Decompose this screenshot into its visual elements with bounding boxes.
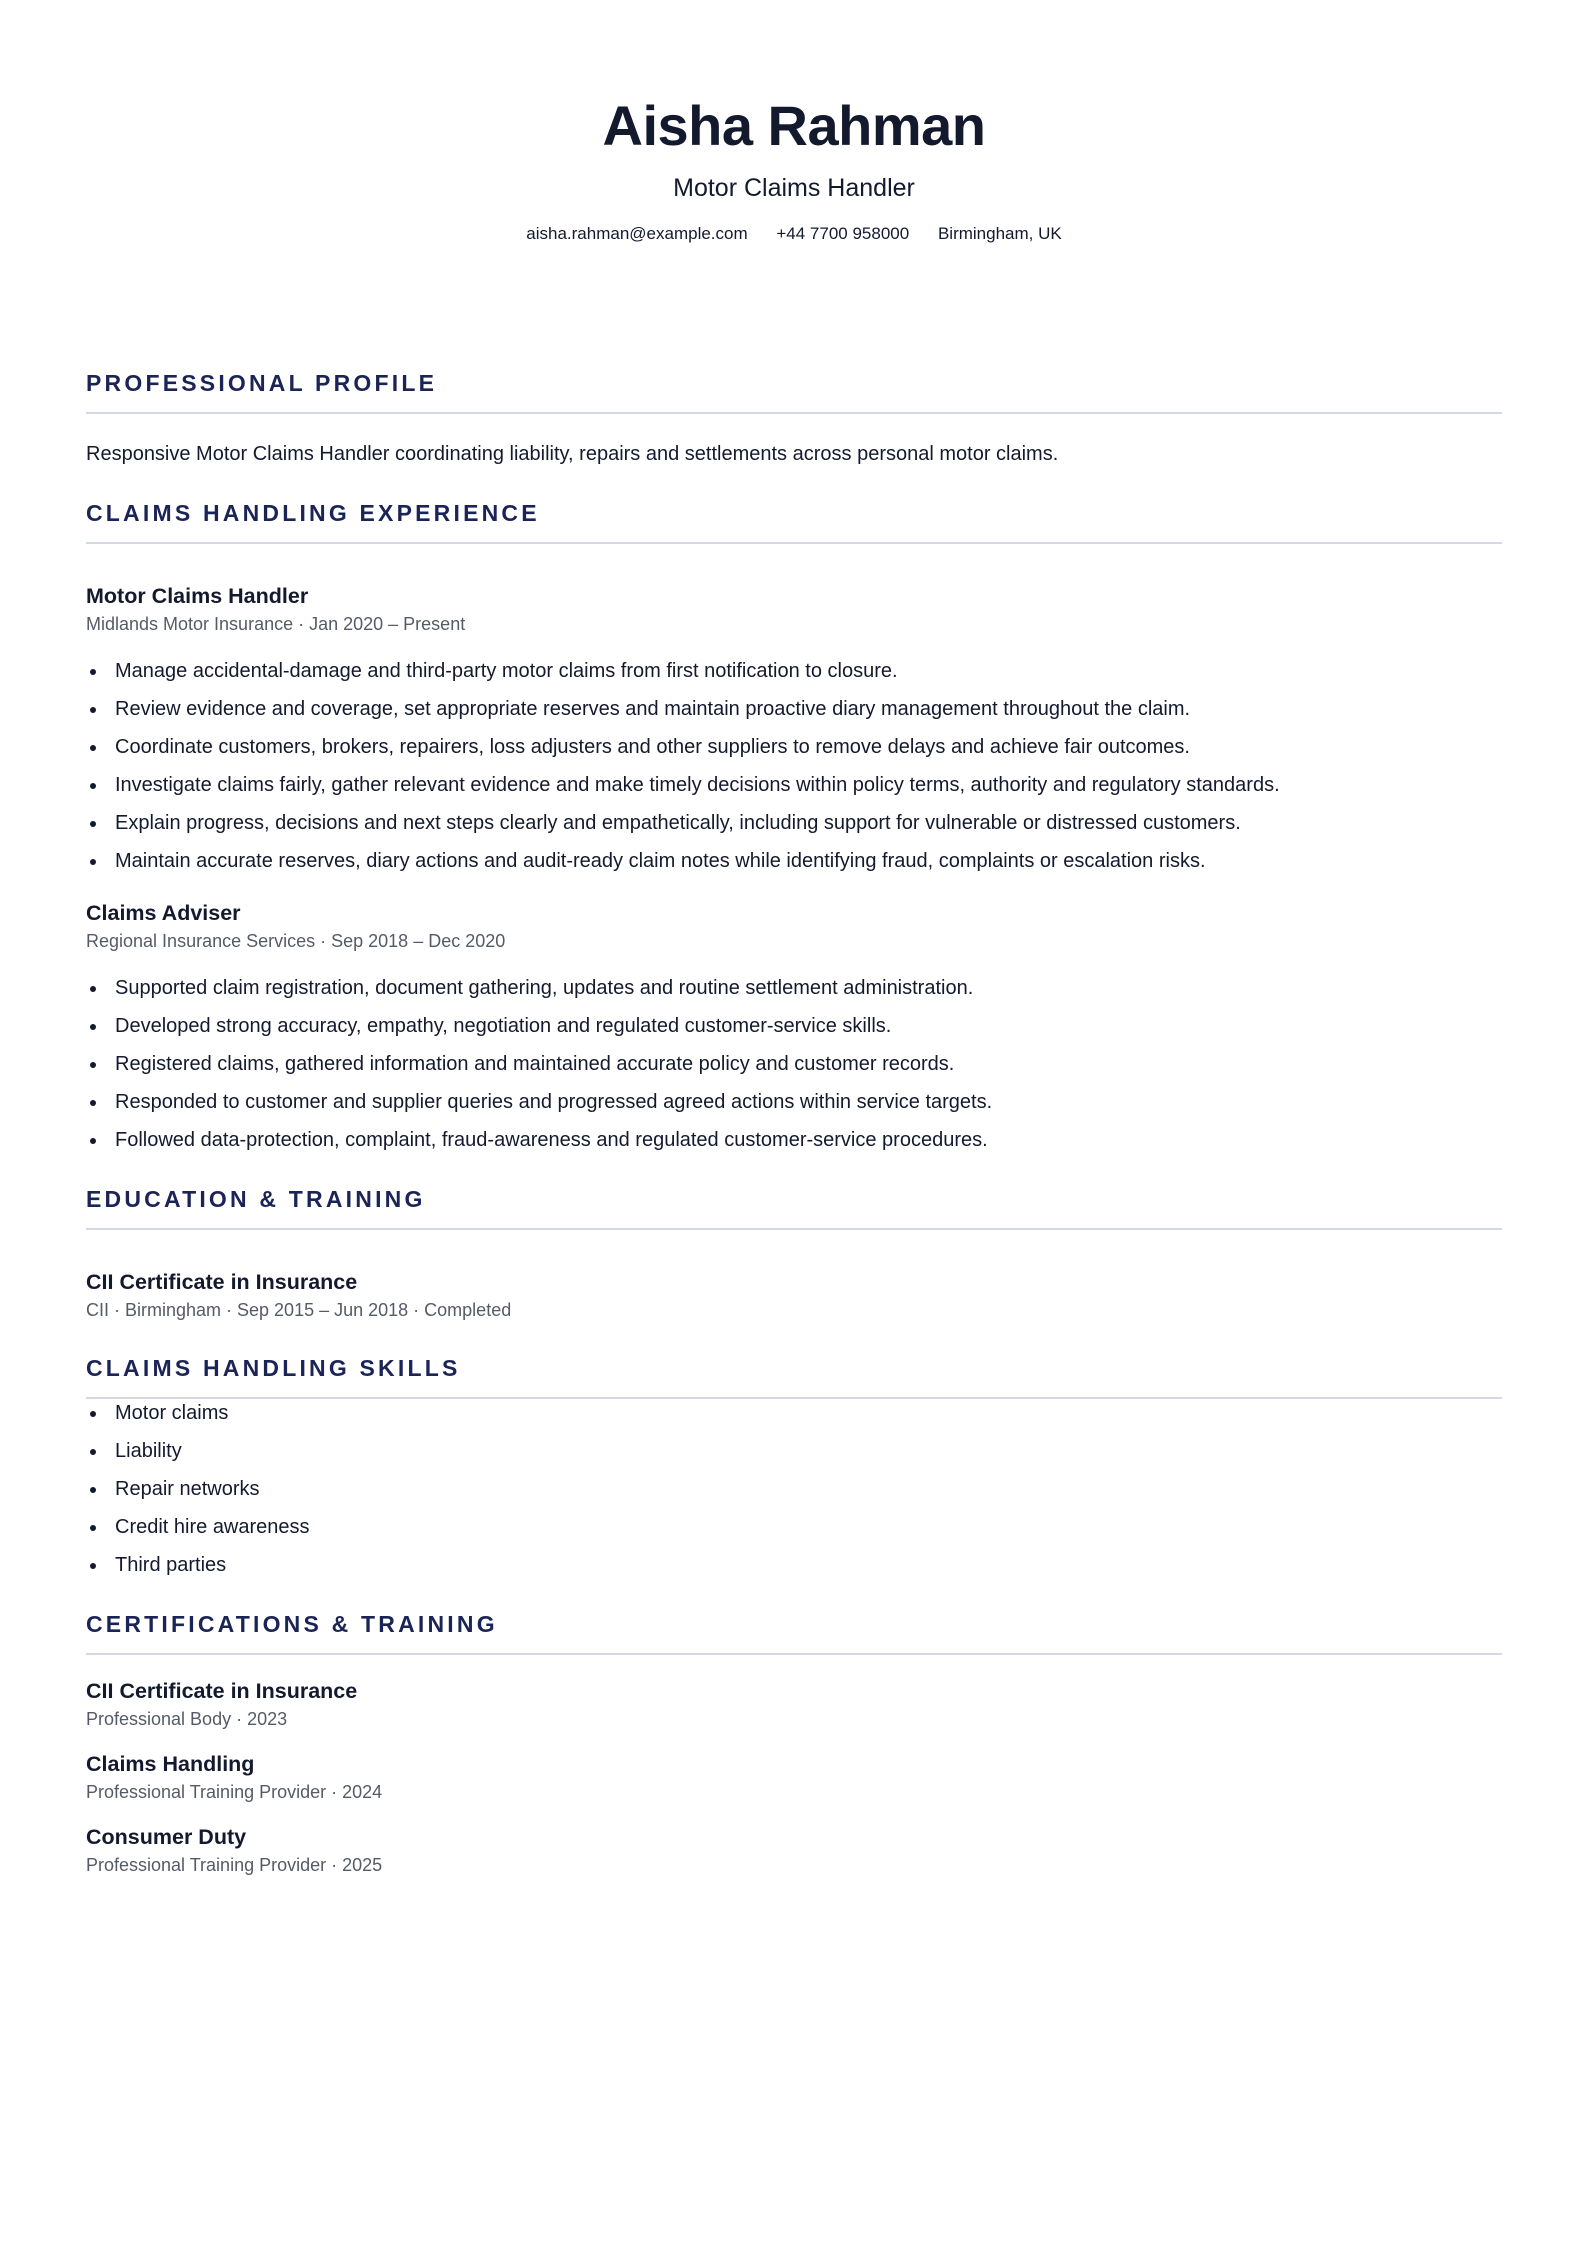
list-item: Responded to customer and supplier queries and progressed agreed actions within service targets. [86, 1088, 1502, 1116]
skills-section [86, 1353, 1502, 1579]
list-item: Liability [86, 1437, 1502, 1465]
job-title: Motor Claims Handler [86, 584, 309, 608]
list-item: Repair networks [86, 1475, 1502, 1503]
certification-title: Claims Handling [86, 1752, 255, 1776]
job-meta: Regional Insurance Services · Sep 2018 – Dec 2020 [86, 931, 506, 951]
contact-email[interactable]: aisha.rahman@example.com [526, 224, 748, 243]
certifications-section [86, 1609, 1502, 1878]
certification-entry [86, 1823, 1502, 1878]
list-item: Investigate claims fairly, gather relevant evidence and make timely decisions within policy terms, authority and regulatory standards. [86, 771, 1502, 799]
list-item: Third parties [86, 1551, 1502, 1579]
job-title: Claims Adviser [86, 901, 241, 925]
education-meta: CII · Birmingham · Sep 2015 – Jun 2018 · Completed [86, 1300, 512, 1320]
list-item: Registered claims, gathered information and maintained accurate policy and customer records. [86, 1050, 1502, 1078]
section-heading-skills: CLAIMS HANDLING SKILLS [86, 1353, 1502, 1399]
list-item: Followed data-protection, complaint, fraud-awareness and regulated customer-service procedures. [86, 1126, 1502, 1154]
job-meta: Midlands Motor Insurance · Jan 2020 – Present [86, 614, 466, 634]
certification-meta: Professional Body · 2023 [86, 1709, 288, 1729]
resume-header [86, 0, 1502, 246]
list-item: Credit hire awareness [86, 1513, 1502, 1541]
section-heading-education: EDUCATION & TRAINING [86, 1184, 1502, 1230]
contact-phone[interactable]: +44 7700 958000 [776, 224, 910, 243]
education-entry [86, 1268, 1502, 1323]
list-item: Motor claims [86, 1399, 1502, 1427]
contact-location: Birmingham, UK [937, 224, 1062, 243]
certification-entry [86, 1677, 1502, 1732]
certification-meta: Professional Training Provider · 2024 [86, 1782, 383, 1802]
list-item: Coordinate customers, brokers, repairers, loss adjusters and other suppliers to remove delays and achieve fair outcomes. [86, 733, 1502, 761]
profile-section [86, 368, 1502, 468]
candidate-name: Aisha Rahman [602, 94, 986, 157]
education-title: CII Certificate in Insurance [86, 1270, 358, 1294]
section-heading-experience: CLAIMS HANDLING EXPERIENCE [86, 498, 1502, 544]
experience-section [86, 498, 1502, 1154]
list-item: Review evidence and coverage, set appropriate reserves and maintain proactive diary management throughout the claim. [86, 695, 1502, 723]
education-section [86, 1184, 1502, 1323]
list-item: Supported claim registration, document gathering, updates and routine settlement administration. [86, 974, 1502, 1002]
job-bullets [86, 657, 1502, 875]
certification-title: Consumer Duty [86, 1825, 247, 1849]
certification-title: CII Certificate in Insurance [86, 1679, 358, 1703]
profile-summary: Responsive Motor Claims Handler coordinating liability, repairs and settlements across personal motor claims. [86, 443, 1059, 465]
section-heading-profile: PROFESSIONAL PROFILE [86, 368, 1502, 414]
candidate-role: Motor Claims Handler [673, 174, 915, 202]
certification-entry [86, 1750, 1502, 1805]
list-item: Maintain accurate reserves, diary actions and audit-ready claim notes while identifying fraud, complaints or escalation risks. [86, 847, 1502, 875]
job-entry [86, 582, 1502, 875]
list-item: Developed strong accuracy, empathy, negotiation and regulated customer-service skills. [86, 1012, 1502, 1040]
section-heading-certifications: CERTIFICATIONS & TRAINING [86, 1609, 1502, 1655]
job-entry [86, 899, 1502, 1154]
list-item: Manage accidental-damage and third-party motor claims from first notification to closure. [86, 657, 1502, 685]
skills-list [86, 1399, 1502, 1579]
job-bullets [86, 974, 1502, 1154]
certification-meta: Professional Training Provider · 2025 [86, 1855, 383, 1875]
list-item: Explain progress, decisions and next steps clearly and empathetically, including support for vulnerable or distressed customers. [86, 809, 1502, 837]
contact-line [86, 222, 1502, 246]
